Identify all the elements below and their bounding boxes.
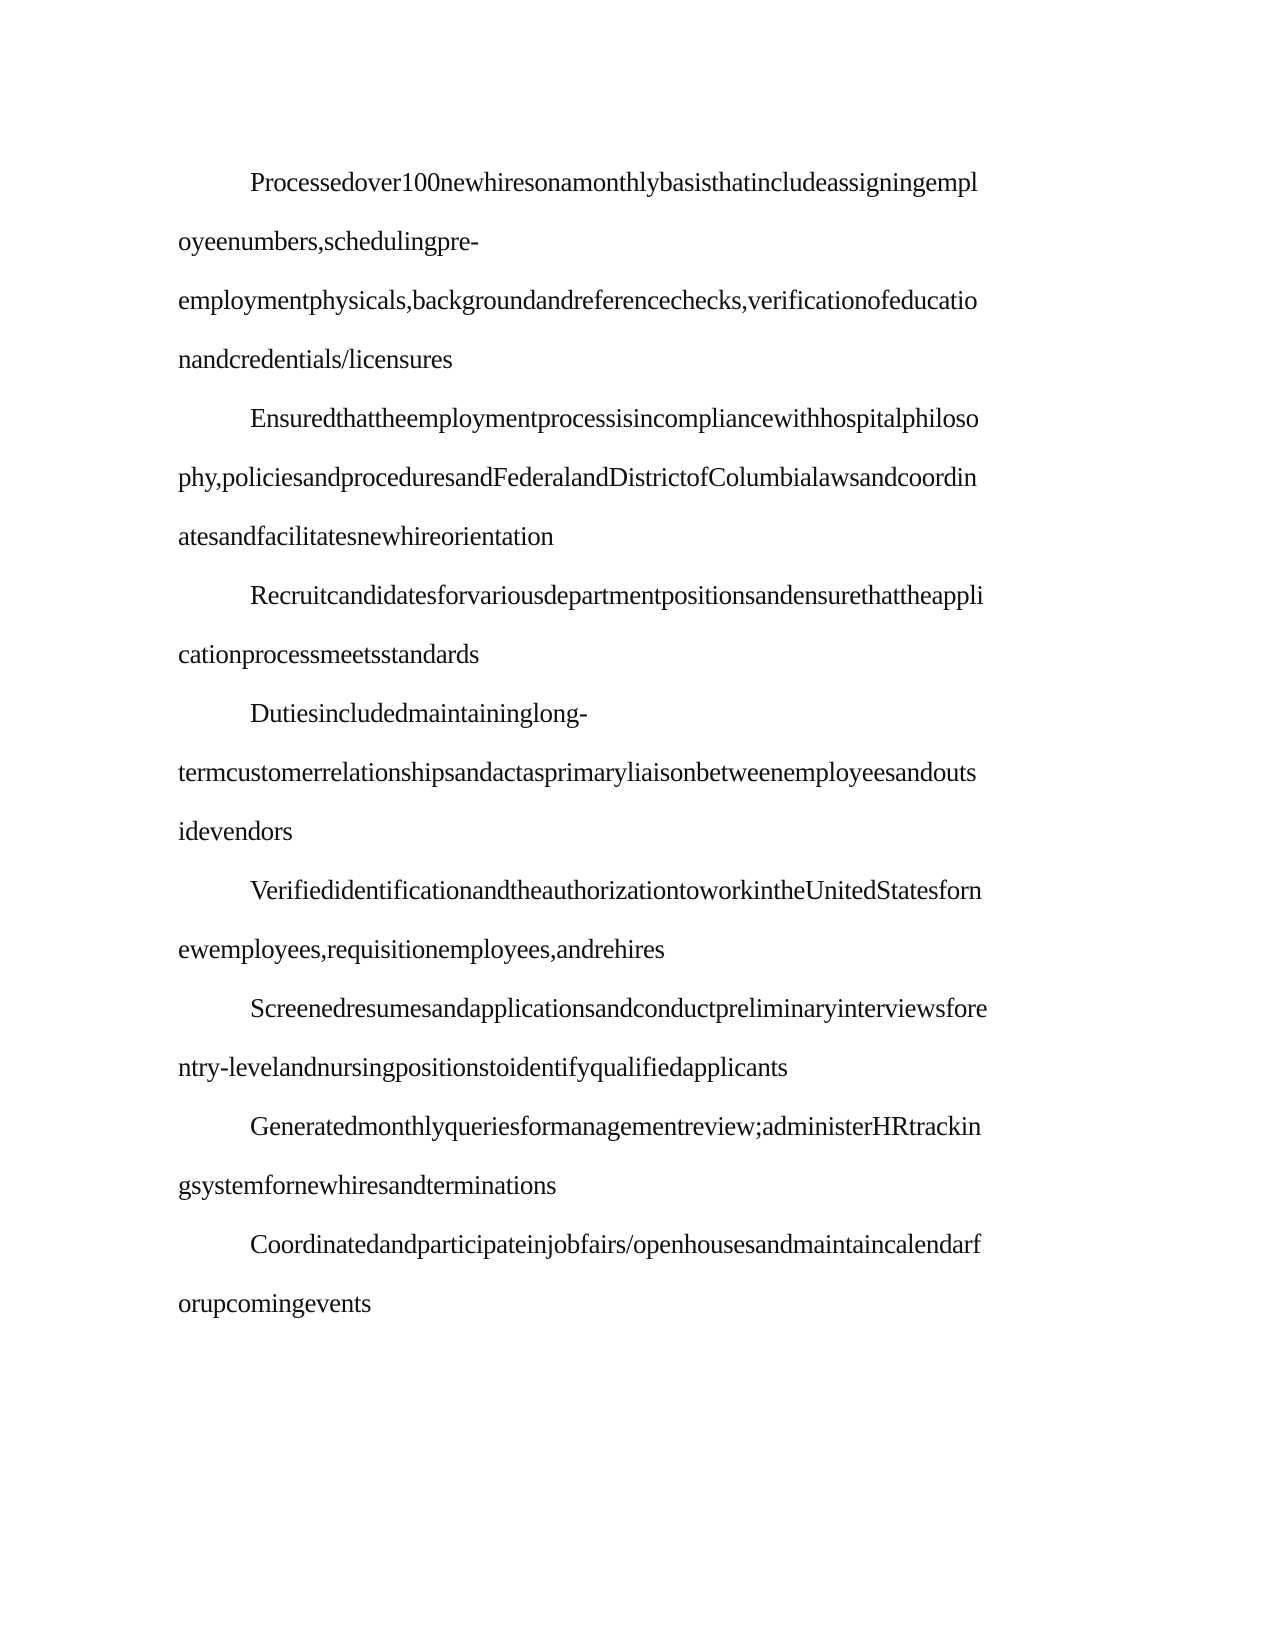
text-line: Recruitcandidatesforvariousdepartmentpositionsandensurethattheappli <box>250 580 984 610</box>
text-line: ewemployees,requisitionemployees,andrehires <box>178 934 665 964</box>
text-line: gsystemfornewhiresandterminations <box>178 1170 557 1200</box>
text-line: Processedover100newhiresonamonthlybasisthatincludeassigningempl <box>250 167 978 197</box>
text-line: Ensuredthattheemploymentprocessisincompliancewithhospitalphiloso <box>250 403 979 433</box>
text-line: phy,policiesandproceduresandFederalandDistrictofColumbialawsandcoordin <box>178 462 977 492</box>
text-line: oyeenumbers,schedulingpre- <box>178 226 479 256</box>
text-line: nandcredentials/licensures <box>178 344 453 374</box>
text-line: cationprocessmeetsstandards <box>178 639 480 669</box>
text-line: VerifiedidentificationandtheauthorizationtoworkintheUnitedStatesforn <box>250 875 982 905</box>
text-line: idevendors <box>178 816 293 846</box>
text-line: Dutiesincludedmaintaininglong- <box>250 698 588 728</box>
text-line: atesandfacilitatesnewhireorientation <box>178 521 554 551</box>
text-line: ntry-levelandnursingpositionstoidentifyqualifiedapplicants <box>178 1052 788 1082</box>
text-line: Generatedmonthlyqueriesformanagementreview;administerHRtrackin <box>250 1111 981 1141</box>
text-line: orupcomingevents <box>178 1288 372 1318</box>
text-line: termcustomerrelationshipsandactasprimaryliaisonbetweenemployeesandouts <box>178 757 977 787</box>
text-line: Coordinatedandparticipateinjobfairs/openhousesandmaintaincalendarf <box>250 1229 981 1259</box>
text-line: Screenedresumesandapplicationsandconductpreliminaryinterviewsfore <box>250 993 988 1023</box>
text-line: employmentphysicals,backgroundandreferencechecks,verificationofeducatio <box>178 285 978 315</box>
